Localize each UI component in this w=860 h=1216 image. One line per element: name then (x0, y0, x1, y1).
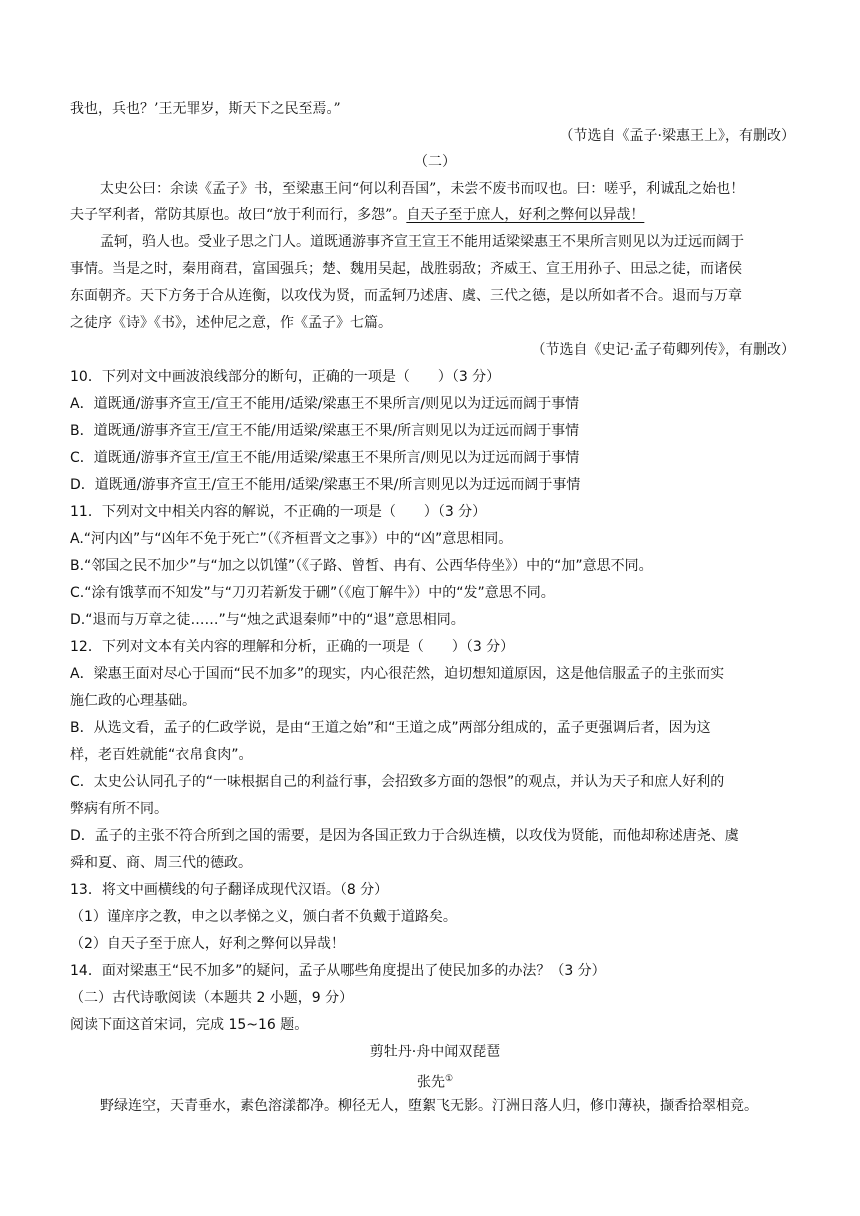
q11-option-a: A.“河内凶”与“凶年不免于死亡”（《齐桓晋文之事》）中的“凶”意思相同。 (70, 531, 513, 547)
passage3-line: 之徒序《诗》《书》，述仲尼之意，作《孟子》七篇。 (70, 315, 392, 331)
q10-option-d: D．道既通/游事齐宣王/宣王不能用/适梁/梁惠王不果/所言则见以为迂远而阔于事情 (70, 477, 581, 493)
question-13: 13．将文中画横线的句子翻译成现代汉语。（8 分） (70, 882, 389, 898)
poem-author: 张先 (416, 1074, 445, 1091)
q12-option-d: D．孟子的主张不符合所到之国的需要，是因为各国正致力于合纵连横，以攻伐为贤能，而他却称述唐尧、虞 (70, 828, 739, 844)
q12-option-c-cont: 弊病有所不同。 (70, 801, 168, 817)
passage1-ending: 我也，兵也？’王无罪岁，斯天下之民至焉。” (70, 101, 341, 117)
poem-title: 剪牡丹·舟中闻双琵琶 (369, 1044, 501, 1060)
source-citation-1: （节选自《孟子·梁惠王上》，有删改） (559, 128, 795, 144)
q12-option-a-cont: 施仁政的心理基础。 (70, 693, 196, 709)
q12-option-d-cont: 舜和夏、商、周三代的德政。 (70, 855, 252, 871)
question-14: 14．面对梁惠王“民不加多”的疑问，孟子从哪些角度提出了使民加多的办法？（3 分） (70, 963, 606, 979)
q11-option-b: B.“邻国之民不加少”与“加之以饥馑”（《子路、曾皙、冉有、公西华侍坐》）中的“加”意思不同。 (70, 558, 653, 574)
q12-option-b-cont: 样，老百姓就能“衣帛食肉”。 (70, 747, 253, 763)
source-citation-2: （节选自《史记·孟子荀卿列传》，有删改） (531, 342, 795, 358)
q10-option-c: C．道既通/游事齐宣王/宣王不能/用适梁/梁惠王不果所言/则见以为迂远而阔于事情 (70, 450, 580, 466)
question-10: 10．下列对文中画波浪线部分的断句，正确的一项是（ ）（3 分） (70, 369, 501, 385)
passage3-line: 事情。当是之时，秦用商君，富国强兵；楚、魏用吴起，战胜弱敌；齐威王、宣王用孙子、田忌之徒，而诸侯 (70, 261, 742, 277)
question-11: 11．下列对文中相关内容的解说，不正确的一项是（ ）（3 分） (70, 504, 487, 520)
q12-option-a: A．梁惠王面对尽心于国而“民不加多”的现实，内心很茫然，迫切想知道原因，这是他信服孟子的主张而实 (70, 666, 725, 682)
passage2-line: 太史公曰：余读《孟子》书，至梁惠王问“何以利吾国”，未尝不废书而叹也。曰：嗟乎，利诚乱之始也！ (100, 181, 745, 197)
question-12: 12．下列对文本有关内容的理解和分析，正确的一项是（ ）（3 分） (70, 639, 515, 655)
q13-item-1: （1）谨庠序之教，申之以孝悌之义，颁白者不负戴于道路矣。 (70, 909, 457, 925)
passage2-text: 夫子罕利者，常防其原也。故曰“放于利而行，多怨”。 (70, 207, 407, 223)
q12-option-c: C．太史公认同孔子的“一味根据自己的利益行事，会招致多方面的怨恨”的观点，并认为天子和庶人好利的 (70, 774, 725, 790)
underlined-sentence: 自天子至于庶人，好利之弊何以异哉！ (406, 207, 645, 223)
poem-author-line (70, 1070, 800, 1092)
section-mark-2: （二） (414, 154, 456, 170)
q11-option-d: D.“退而与万章之徒……”与“烛之武退秦师”中的“退”意思相同。 (70, 612, 465, 628)
passage3-line: 东面朝齐。天下方务于合从连衡，以攻伐为贤，而孟轲乃述唐、虞、三代之德，是以所如者不合。退而与万章 (70, 288, 742, 304)
section-poetry-heading: （二）古代诗歌阅读（本题共 2 小题，9 分） (70, 990, 354, 1006)
q10-option-a: A．道既通/游事齐宣王/宣王不能用/适梁/梁惠王不果所言/则见以为迂远而阔于事情 (70, 396, 580, 412)
footnote-marker: ① (444, 1074, 454, 1084)
passage2-line (70, 206, 800, 224)
q12-option-b: B．从选文看，孟子的仁政学说，是由“王道之始”和“王道之成”两部分组成的，孟子更强调后者，因为这 (70, 720, 711, 736)
poem-instructions: 阅读下面这首宋词，完成 15~16 题。 (70, 1017, 309, 1033)
q13-item-2: （2）自天子至于庶人，好利之弊何以异哉！ (70, 936, 345, 952)
passage3-line: 孟轲，驺人也。受业子思之门人。道既通游事齐宣王宣王不能用适梁梁惠王不果所言则见以为迂远而阔于 (100, 234, 744, 250)
poem-line: 野绿连空，天青垂水，素色溶漾都净。柳径无人，堕絮飞无影。汀洲日落人归，修巾薄袂，撷香拾翠相竞。 (100, 1098, 758, 1114)
q10-option-b: B．道既通/游事齐宣王/宣王不能/用适梁/梁惠王不果/所言则见以为迂远而阔于事情 (70, 423, 580, 439)
q11-option-c: C.“涂有饿莩而不知发”与“刀刃若新发于硎”（《庖丁解牛》）中的“发”意思不同。 (70, 585, 555, 601)
